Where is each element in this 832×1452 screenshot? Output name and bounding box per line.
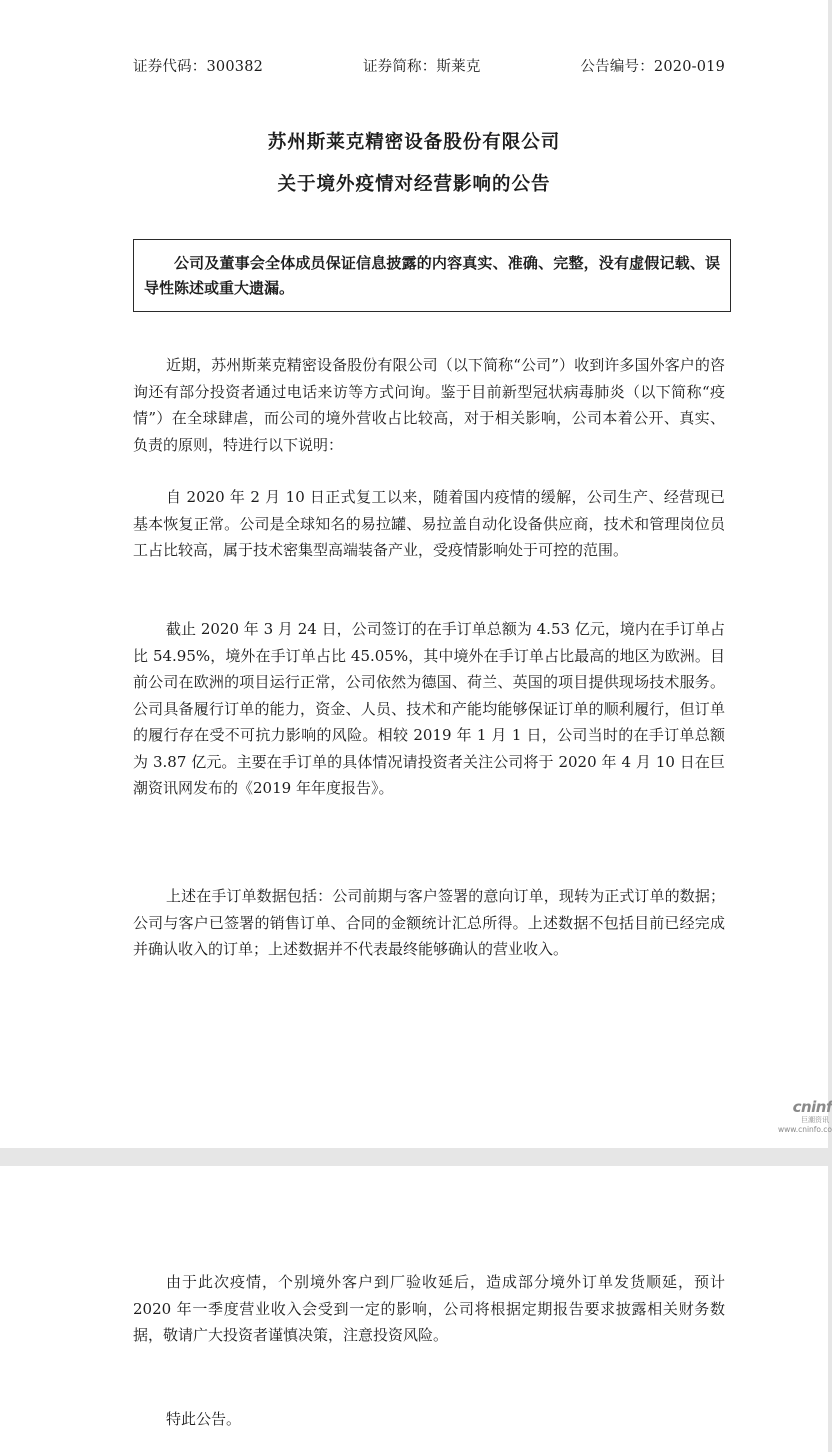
cninfo-url: www.cninfo.co bbox=[777, 1125, 832, 1134]
cninfo-logo: cninf bbox=[792, 1098, 832, 1116]
paragraph-closing: 特此公告。 bbox=[166, 1410, 242, 1428]
security-short-name: 证券简称：斯莱克 bbox=[362, 59, 481, 75]
company-title: 苏州斯莱克精密设备股份有限公司 bbox=[267, 132, 561, 153]
notice-number: 公告编号：2020-019 bbox=[580, 59, 725, 75]
cninfo-watermark bbox=[770, 1100, 832, 1134]
disclosure-statement-box: 公司及董事会全体成员保证信息披露的内容真实、准确、完整，没有虚假记载、误导性陈述或重大遗漏。 bbox=[133, 239, 731, 312]
paragraph-order-data: 上述在手订单数据包括：公司前期与客户签署的意向订单，现转为正式订单的数据；公司与客户已签署的销售订单、合同的金额统计汇总所得。上述数据不包括目前已经完成并确认收入的订单；上述数据并不代表最终能够确认的营业收入。 bbox=[133, 887, 725, 958]
paragraph-intro: 近期，苏州斯莱克精密设备股份有限公司（以下简称“公司”）收到许多国外客户的咨询还有部分投资者通过电话来访等方式问询。鉴于目前新型冠状病毒肺炎（以下简称“疫情”）在全球肆虐，而公司的境外营收占比较高，对于相关影响，公司本着公开、真实、负责的原则，特进行以下说明： bbox=[133, 356, 725, 454]
paragraph-revenue-impact: 由于此次疫情，个别境外客户到厂验收延后，造成部分境外订单发货顺延，预计 2020 年一季度营业收入会受到一定的影响，公司将根据定期报告要求披露相关财务数据，敬请广大投资者谨慎决策，注意投资风险。 bbox=[133, 1273, 725, 1344]
paragraph-resumption: 自 2020 年 2 月 10 日正式复工以来，随着国内疫情的缓解，公司生产、经营现已基本恢复正常。公司是全球知名的易拉罐、易拉盖自动化设备供应商，技术和管理岗位员工占比较高，属于技术密集型高端装备产业，受疫情影响处于可控的范围。 bbox=[133, 488, 725, 559]
document-header bbox=[133, 55, 725, 76]
paragraph-orders: 截止 2020 年 3 月 24 日，公司签订的在手订单总额为 4.53 亿元，境内在手订单占比 54.95%，境外在手订单占比 45.05%，其中境外在手订单占比最高的地区为欧洲。目前公司在欧洲的项目运行正常，公司依然为德国、荷兰、英国的项目提供现场技术服务。公司具备履行订单的能力，资金、人员、技术和产能均能够保证订单的顺利履行，但订单的履行存在受不可抗力影响的风险。相较 2019 年 1 月 1 日，公司当时的在手订单总额为 3.87 亿元。主要在手订单的具体情况请投资者关注公司将于 2020 年 4 月 10 日在巨潮资讯网发布的《2019 年年度报告》。 bbox=[133, 620, 725, 797]
cninfo-cn-name: 巨潮资讯 bbox=[801, 1116, 829, 1124]
security-code: 证券代码：300382 bbox=[133, 59, 264, 75]
notice-title: 关于境外疫情对经营影响的公告 bbox=[277, 174, 551, 195]
